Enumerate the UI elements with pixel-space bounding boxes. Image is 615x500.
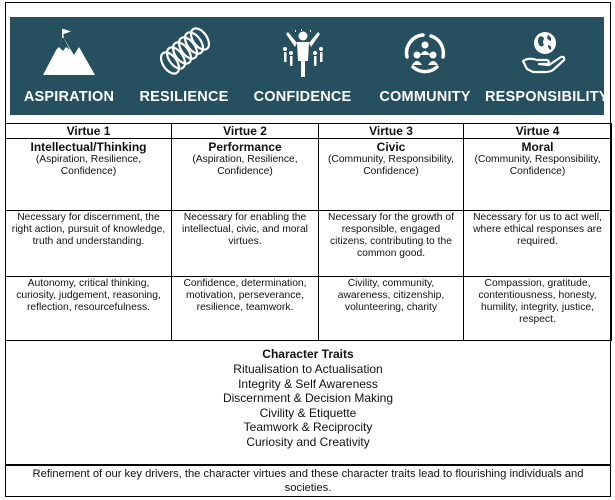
virtue-description: Necessary for us to act well, where ethical responses are required.	[464, 211, 612, 277]
virtue-description: Necessary for the growth of responsible, engaged citizens, contributing to the common good.	[319, 211, 464, 277]
banner-label: RESILIENCE	[139, 89, 229, 105]
virtue-drivers: (Aspiration, Resilience, Confidence)	[35, 154, 142, 177]
virtue-traits: Compassion, gratitude, contentiousness, honesty, humility, integrity, justice, respect.	[464, 277, 612, 341]
virtue-name: Civic	[376, 140, 406, 154]
virtue-traits: Autonomy, critical thinking, curiosity, judgement, reasoning, reflection, resourcefulness.	[6, 277, 172, 341]
character-traits-title: Character Traits	[262, 347, 354, 361]
character-trait-item: Integrity & Self Awareness	[238, 376, 378, 391]
virtues-table	[5, 123, 612, 341]
virtue-traits: Civility, community, awareness, citizenship, volunteering, charity	[319, 277, 464, 341]
character-trait-item: Civility & Etiquette	[259, 405, 357, 420]
table-row	[6, 211, 612, 277]
banner-item-aspiration	[10, 17, 128, 115]
virtue-name-cell	[6, 139, 172, 211]
banner-label: RESPONSIBILITY	[485, 89, 609, 105]
virtue-header: Virtue 4	[464, 124, 612, 139]
virtue-name-cell	[319, 139, 464, 211]
footer-statement: Refinement of our key drivers, the character virtues and these character traits lead to flourishing individuals and societies.	[5, 465, 611, 497]
virtue-header: Virtue 1	[6, 124, 172, 139]
virtue-name: Performance	[208, 140, 282, 154]
banner-item-responsibility	[485, 17, 609, 115]
virtue-name: Moral	[521, 140, 554, 154]
drivers-banner	[10, 17, 609, 115]
virtue-drivers: (Community, Responsibility, Confidence)	[474, 154, 601, 177]
banner-item-community	[365, 17, 485, 115]
character-traits-section	[5, 328, 611, 465]
banner-label: CONFIDENCE	[253, 89, 352, 105]
virtue-name-cell	[464, 139, 612, 211]
virtue-name: Intellectual/Thinking	[30, 140, 147, 154]
virtue-traits: Confidence, determination, motivation, perseverance, resilience, teamwork.	[172, 277, 319, 341]
virtue-header: Virtue 2	[172, 124, 319, 139]
character-trait-item: Discernment & Decision Making	[222, 391, 394, 406]
virtue-header: Virtue 3	[319, 124, 464, 139]
cheering-person-icon	[275, 27, 331, 79]
banner-item-resilience	[128, 17, 240, 115]
virtue-drivers: (Community, Responsibility, Confidence)	[327, 154, 455, 177]
table-row	[6, 139, 612, 211]
virtue-name-cell	[172, 139, 319, 211]
people-circle-icon	[397, 27, 453, 79]
character-trait-item: Ritualisation to Actualisation	[233, 362, 383, 376]
table-row	[6, 124, 612, 139]
virtue-description: Necessary for discernment, the right action, pursuit of knowledge, truth and understanding.	[6, 211, 172, 277]
virtue-drivers: (Aspiration, Resilience, Confidence)	[192, 154, 298, 177]
banner-item-confidence	[240, 17, 365, 115]
character-trait-item: Curiosity and Creativity	[246, 434, 370, 449]
virtue-description: Necessary for enabling the intellectual, civic, and moral virtues.	[172, 211, 319, 277]
character-trait-item: Teamwork & Reciprocity	[243, 420, 373, 435]
banner-label: ASPIRATION	[23, 89, 115, 105]
mountain-icon	[41, 27, 97, 79]
banner-label: COMMUNITY	[379, 89, 471, 105]
globe-hand-icon	[517, 27, 573, 79]
spring-coil-icon	[156, 27, 212, 79]
